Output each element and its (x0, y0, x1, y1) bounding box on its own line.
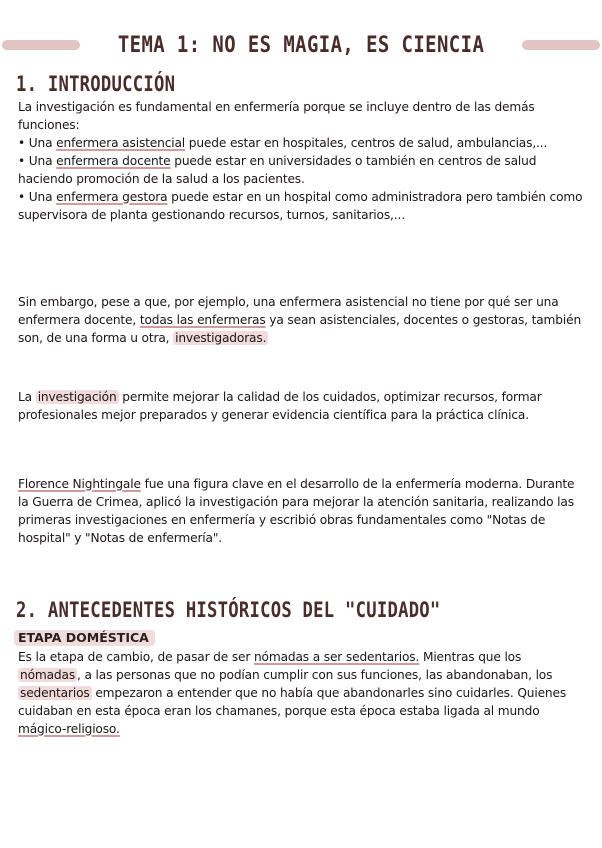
investigacion-paragraph: La investigación permite mejorar la calidad de los cuidados, optimizar recursos, formar profesionales mejor preparados y generar evidencia científica para la práctica clínica. (18, 390, 542, 422)
section-heading-introduccion: 1. INTRODUCCIÓN (16, 72, 176, 96)
intro-paragraph: La investigación es fundamental en enfermería porque se incluye dentro de las demás funciones: (18, 100, 535, 132)
page-title: TEMA 1: NO ES MAGIA, ES CIENCIA (117, 32, 485, 58)
highlight-investigacion: investigación (37, 390, 117, 404)
title-decoration-right (522, 40, 600, 50)
bullet-gestora: • Una enfermera gestora puede estar en un hospital como administradora pero también como supervisora de planta gestionando recursos, turnos, sanitarios,... (18, 190, 583, 222)
highlight-nomadas: nómadas (20, 668, 76, 682)
bullet-docente: • Una enfermera docente puede estar en universidades o también en centros de salud haciendo promoción de la salud a los pacientes. (18, 154, 537, 186)
term-magico-religioso: mágico-religioso. (18, 722, 120, 736)
highlight-sedentarios: sedentarios (20, 686, 90, 700)
nightingale-paragraph: Florence Nightingale fue una figura clave en el desarrollo de la enfermería moderna. Durante la Guerra de Crimea, aplicó la investigación para mejorar la atención sanitaria, realizando las primeras investigaciones en enfermería y escribió obras fundamentales como "Notas de hospital" y "Notas de enfermería". (18, 477, 575, 545)
investigadoras-paragraph: Sin embargo, pese a que, por ejemplo, una enfermera asistencial no tiene por qué ser una enfermera docente, todas las enfermeras ya sean asistenciales, docentes o gestoras, también son, de una forma u otra, investigadoras. (18, 295, 582, 345)
term-enfermera-asistencial: enfermera asistencial (56, 136, 186, 150)
highlight-investigadoras: investigadoras. (175, 331, 267, 345)
intro-functions-block (18, 98, 584, 224)
section-heading-antecedentes: 2. ANTECEDENTES HISTÓRICOS DEL "CUIDADO" (16, 598, 441, 622)
bullet-asistencial: • Una enfermera asistencial puede estar en hospitales, centros de salud, ambulancias,... (18, 136, 548, 150)
stage-label-domestica: ETAPA DOMÉSTICA (14, 630, 155, 646)
term-todas-las-enfermeras: todas las enfermeras (139, 313, 266, 327)
etapa-domestica-paragraph: Es la etapa de cambio, de pasar de ser nómadas a ser sedentarios. Mientras que los nómadas , a las personas que no podían cumplir con sus funciones, las abandonaban, los sedentarios empezaron a entender que no había que abandonarles sino cuidarles. Quienes cuidaban en esta época eran los chamanes, porque esta época estaba ligada al mundo mágico-religioso. (18, 650, 567, 736)
title-banner (0, 28, 602, 62)
term-enfermera-docente: enfermera docente (56, 154, 171, 168)
title-decoration-left (2, 40, 80, 50)
term-florence-nightingale: Florence Nightingale (18, 477, 141, 491)
term-enfermera-gestora: enfermera gestora (56, 190, 168, 204)
term-nomadas-sedentarios: nómadas a ser sedentarios. (253, 650, 420, 664)
